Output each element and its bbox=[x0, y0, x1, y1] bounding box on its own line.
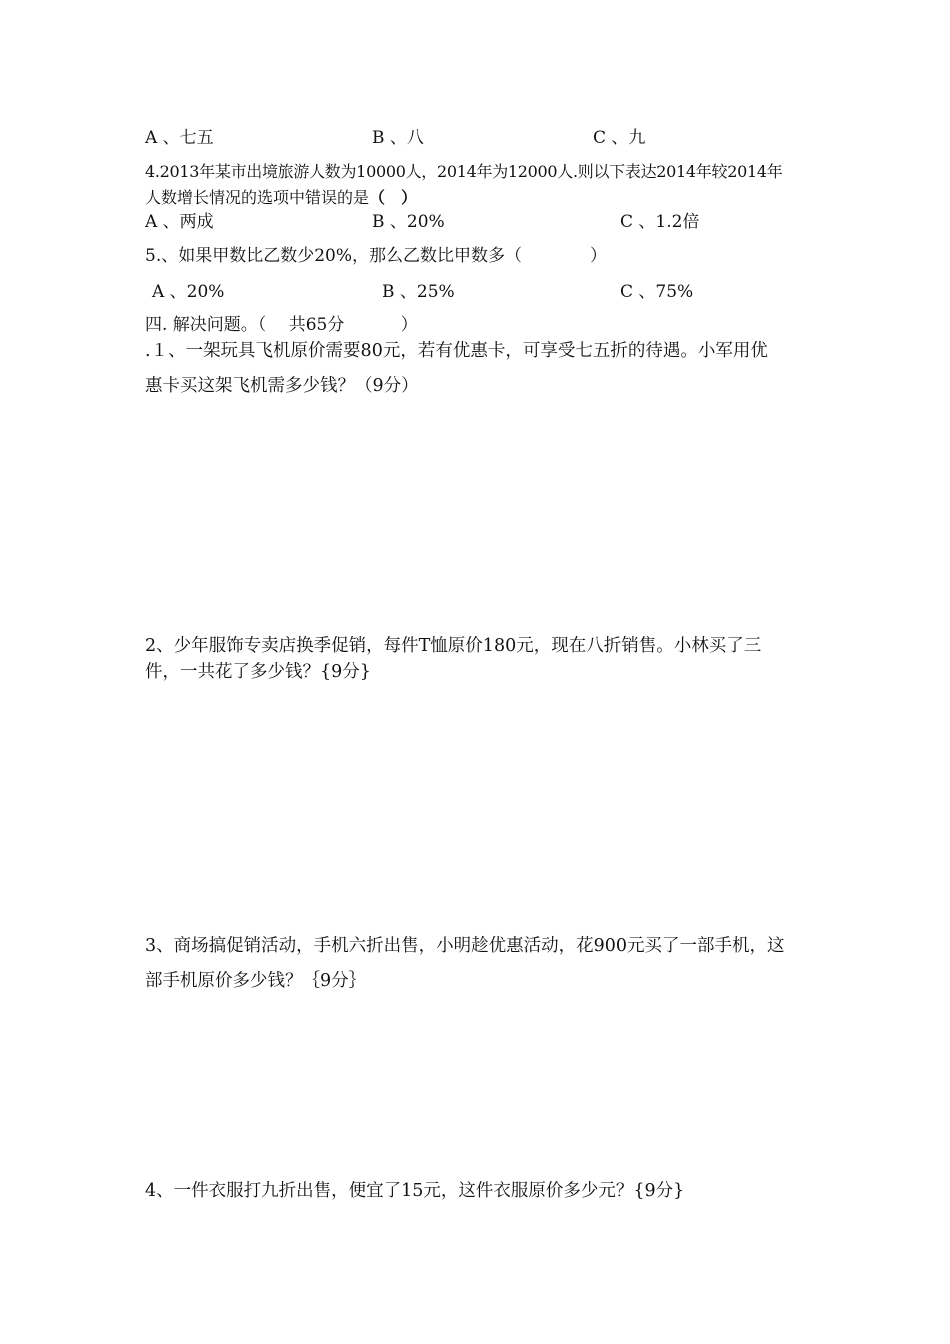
q3-option-a: A 、七五 bbox=[145, 128, 214, 148]
q3-option-b: B 、八 bbox=[372, 128, 424, 148]
q4-text-line2-body: 人数增长情况的选项中错误的是 bbox=[145, 188, 370, 207]
problem1-line2: 惠卡买这架飞机需多少钱？（9分） bbox=[145, 376, 419, 396]
problem1-line1: .１、一架玩具飞机原价需要80元，若有优惠卡，可享受七五折的待遇。小军用优 bbox=[145, 341, 768, 361]
q4-option-a: A 、两成 bbox=[145, 212, 214, 232]
q4-text-line1: 4.2013年某市出境旅游人数为10000人，2014年为12000人.则以下表达2014年较2014年 bbox=[145, 162, 783, 181]
q5-option-c: C 、75% bbox=[620, 282, 694, 302]
problem4-line1: 4、一件衣服打九折出售，便宜了15元，这件衣服原价多少元？{9分} bbox=[145, 1181, 685, 1201]
problem3-line2: 部手机原价多少钱？｛9分｝ bbox=[145, 971, 367, 991]
problem2-line2: 件，一共花了多少钱？{9分} bbox=[145, 662, 371, 682]
q5-option-a: A 、20% bbox=[152, 282, 225, 302]
q3-option-c: C 、九 bbox=[593, 128, 646, 148]
q4-option-b: B 、20% bbox=[372, 212, 445, 232]
q4-option-c: C 、1.2倍 bbox=[620, 212, 700, 232]
q4-text-line2 bbox=[145, 187, 417, 209]
problem2-line1: 2、少年服饰专卖店换季促销，每件T恤原价180元，现在八折销售。小林买了三 bbox=[145, 636, 762, 656]
q5-text: 5.、如果甲数比乙数少20%，那么乙数比甲数多（ ） bbox=[145, 246, 608, 266]
q5-option-b: B 、25% bbox=[382, 282, 455, 302]
section4-heading: 四. 解决问题。（ 共65分 ） bbox=[145, 315, 418, 335]
q4-answer-paren: （ ） bbox=[369, 188, 418, 207]
problem3-line1: 3、商场搞促销活动，手机六折出售，小明趁优惠活动，花900元买了一部手机，这 bbox=[145, 936, 785, 956]
